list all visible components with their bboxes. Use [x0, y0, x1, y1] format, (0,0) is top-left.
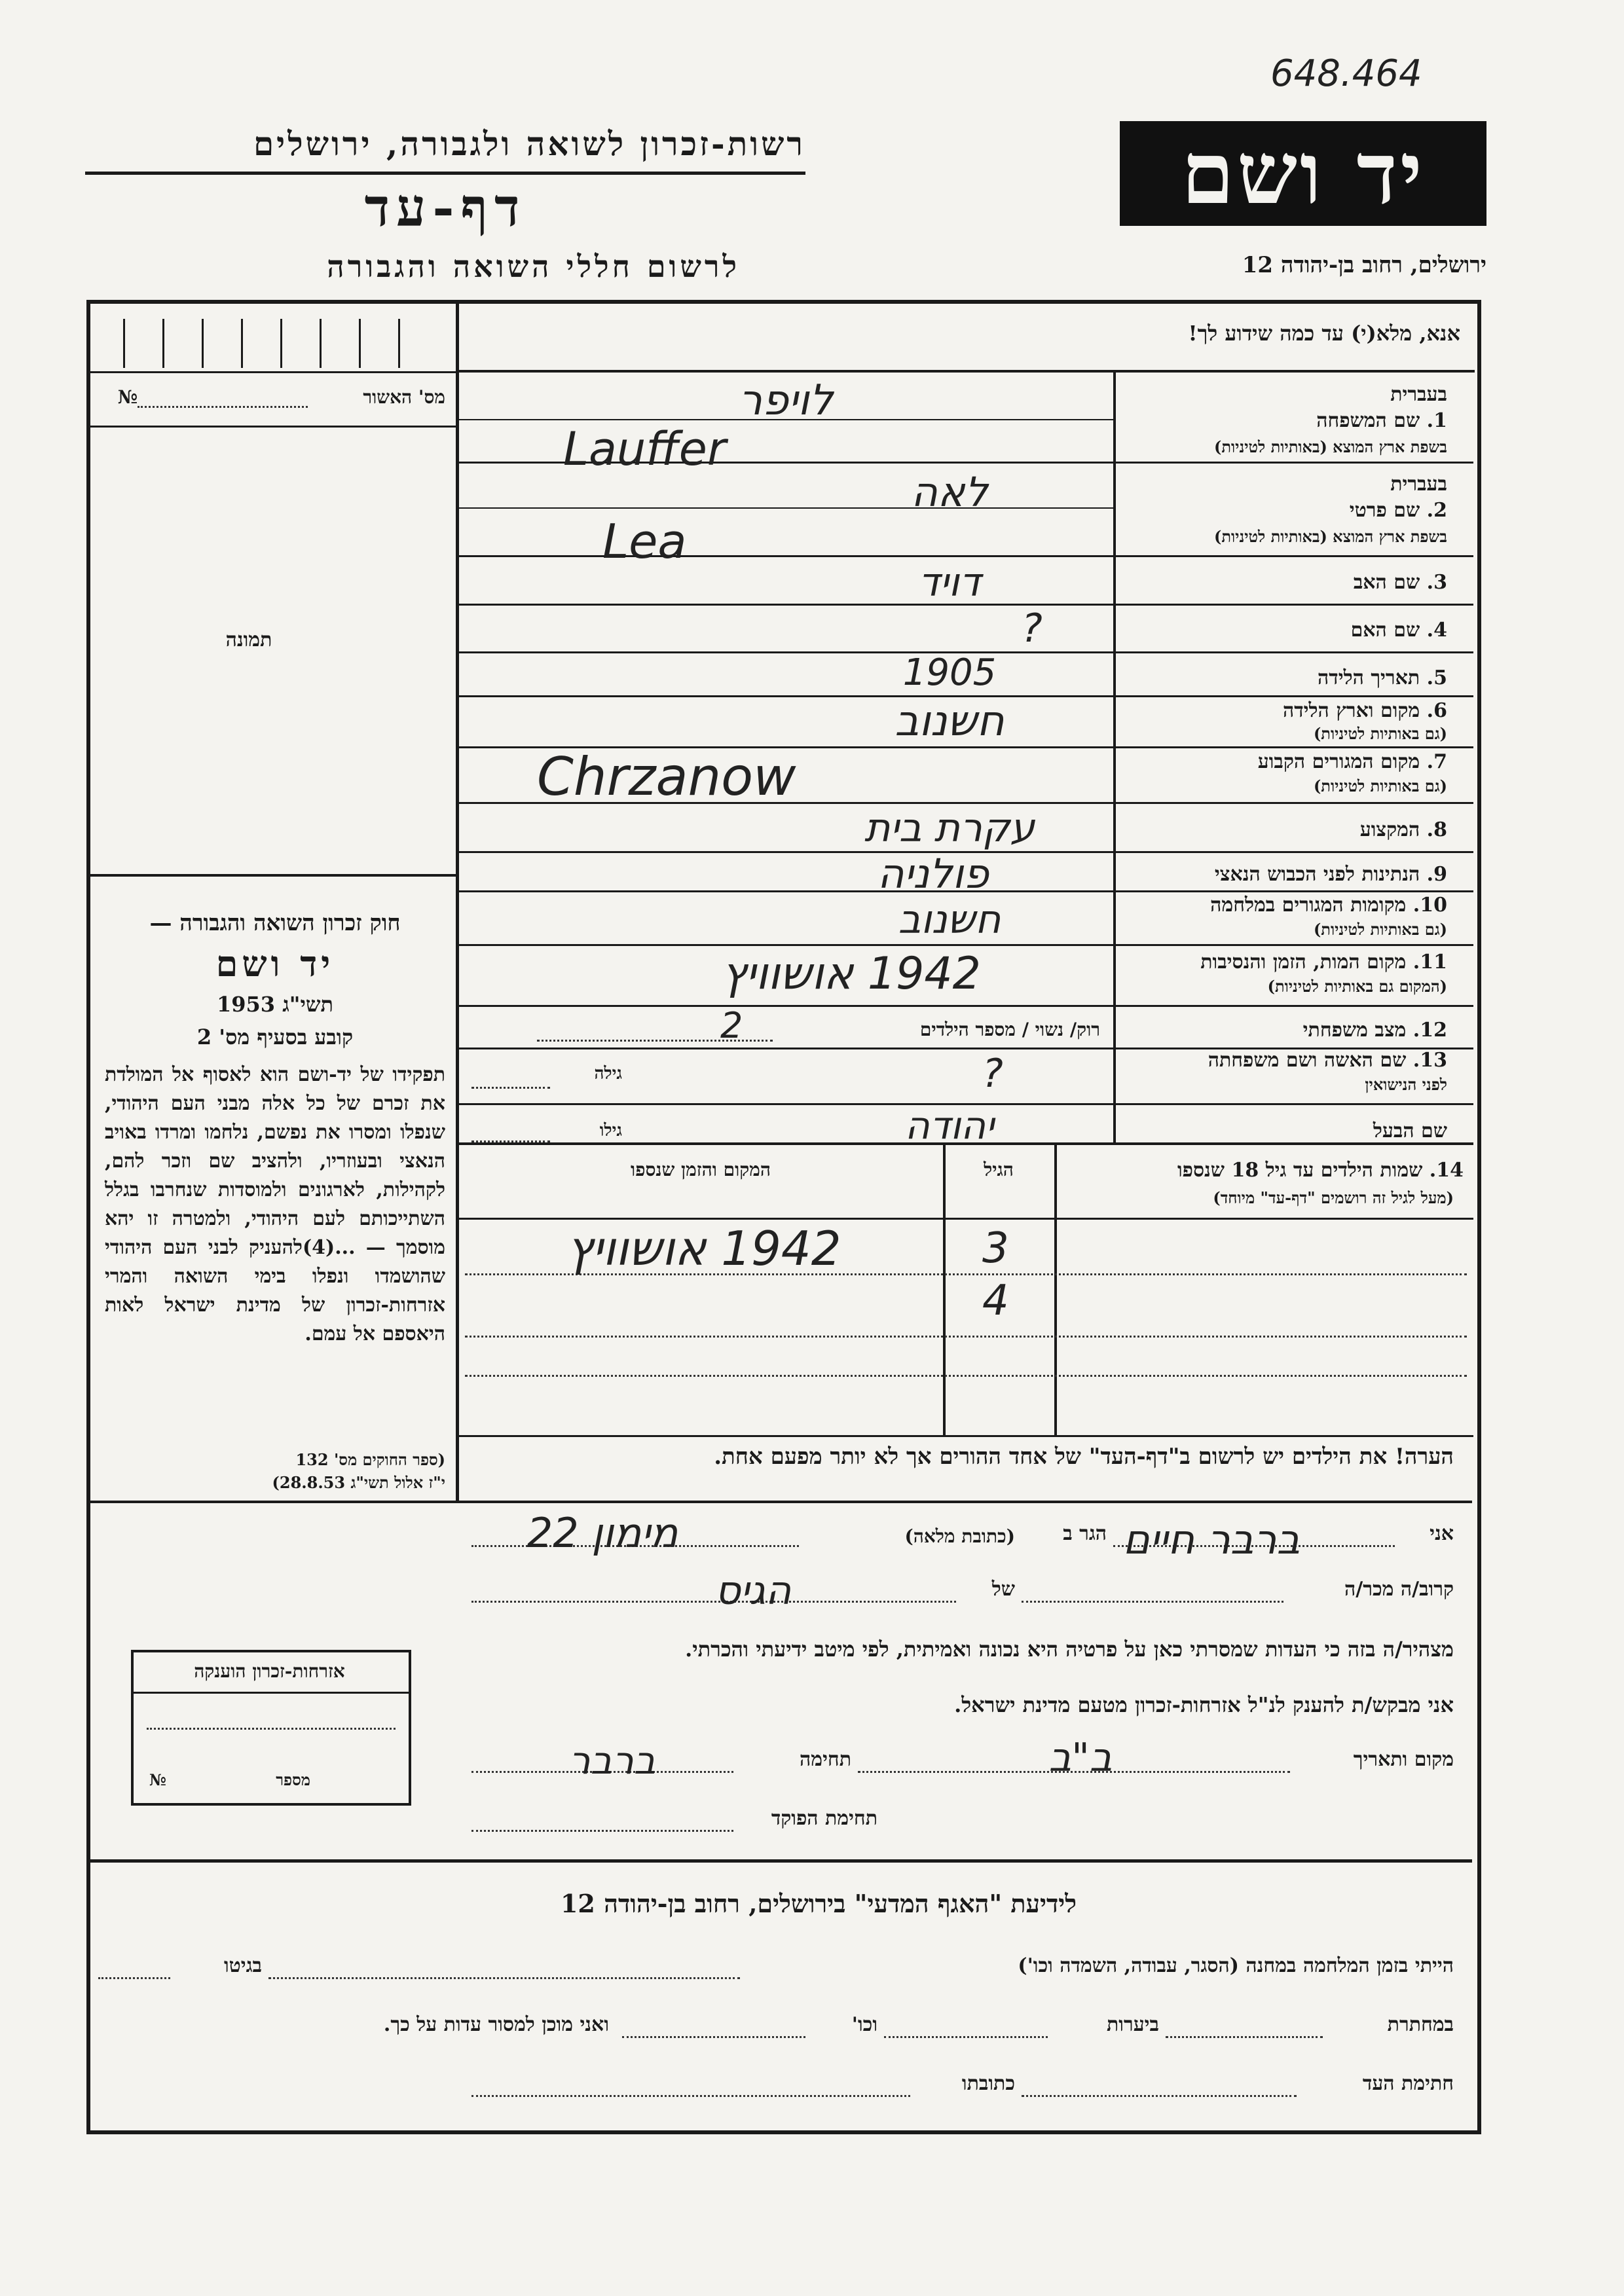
bottom-line2-b: ביערות [1106, 2013, 1159, 2036]
field-9-text: הנתינות לפני הכבוש הנאצי [1214, 863, 1420, 886]
hw-surname-latin: Lauffer [563, 422, 726, 476]
law-text: תפקידו של יד-ושם הוא לאסוף אל המולדת את זכרם של כל אלה מבני העם היהודי, שנפלו ומסרו את נפשם, נלחמו ומרדו באויב הנאצי ובעוזריו, ולהציב שם וזכר להם, לקהילות, לארגונים ולמוסדות שנחרבו בגלל השתייכותם לעם היהודי, ולמטרה זו יהא מוסמך — ...(4)להעניק לבני העם היהודי שהושמדו ונפלו בימי השואה והמרי אזרחות-זכרון של מדינת ישראל לאות היאספם אל עמם. [105, 1063, 445, 1345]
field-13-text: שם האשה ושם משפחתה [1208, 1049, 1407, 1072]
field-11-num: 11. [1412, 951, 1447, 974]
declarant-resides: הגר ב [1063, 1522, 1107, 1545]
field-13-num: 13. [1412, 1049, 1447, 1072]
law-clause: קובע בסעיף מס' 2 [196, 1025, 354, 1049]
field-10-label [1126, 894, 1447, 917]
field-10-text: מקומות המגורים במלחמה [1210, 894, 1407, 917]
hw-husband-name: יהודה [904, 1103, 995, 1148]
children-label: 14. שמות הילדים עד גיל 18 שנספו [1177, 1159, 1464, 1182]
wife-age-label: גילה [594, 1064, 622, 1084]
field-11-text: מקום המות, הזמן והנסיבות [1200, 951, 1407, 974]
yad-vashem-logo [1120, 121, 1486, 226]
request-text: אני מבקש/ת להענק לנ"ל אזרחות-זכרון מטעם מדינת ישראל. [954, 1692, 1454, 1717]
field-10-sub: (גם באותיות לטיניות) [1313, 920, 1447, 939]
law-source-1: (ספר החוקים מס' 132 [295, 1450, 445, 1469]
field-3-text: שם האב [1353, 571, 1420, 594]
photo-label: תמונה [225, 629, 272, 651]
field-11-sub: (המקום גם באותיות לטיניות) [1267, 977, 1447, 996]
field-9-label [1126, 863, 1447, 886]
field-5-label [1126, 666, 1447, 689]
field-13-sub: לפני הנישואין [1365, 1075, 1447, 1094]
field-1-num: 1. [1426, 409, 1447, 432]
hebrew-tag-2: בעברית [1390, 473, 1447, 496]
field-3-num: 3. [1426, 571, 1447, 594]
law-name: יד ושם [215, 943, 335, 985]
hw-child-place: 1942 אושוויץ [566, 1221, 841, 1276]
citizenship-number-label: מספר [276, 1770, 310, 1789]
hw-wartime: חשנוב [898, 897, 1001, 943]
hw-declarant-name: ברבר חיים [1122, 1516, 1301, 1563]
instruction: אנא, מלא(י) עד כמה שידוע לך! [1188, 321, 1460, 346]
field-5-text: תאריך הלידה [1318, 666, 1420, 689]
logo-text: יד ושם [1181, 123, 1426, 223]
col-age-header: הגיל [984, 1159, 1014, 1180]
archive-number: 648.464 [1270, 52, 1422, 95]
hw-occupation: עקרת בית [864, 805, 1035, 851]
form-subtitle: לרשום חללי השואה והגבורה [327, 249, 740, 284]
bottom-line3-a: חתימת העד [1362, 2072, 1454, 2095]
hw-relation: הגיס [714, 1568, 792, 1614]
bottom-line3-b: כתובתו [961, 2072, 1015, 2095]
hw-signature: ברבר [568, 1738, 656, 1783]
bottom-line2-c: וכו' [851, 2013, 877, 2036]
hw-mother: ? [1022, 606, 1043, 651]
field-2-sub: בשפת ארץ המוצא (באותיות לטיניות) [1214, 527, 1447, 546]
id-box [90, 302, 456, 371]
hw-surname-hebrew: לויפר [738, 376, 834, 425]
declarant-i: אני [1430, 1522, 1454, 1545]
approval-number-label: מס' האשור [363, 386, 445, 408]
hw-residence: Chrzanow [537, 746, 796, 807]
husband-age-label: גילו [599, 1121, 622, 1140]
form-title: דף-עד [364, 177, 526, 238]
hw-father: דויד [918, 560, 981, 606]
hw-nationality: פולניה [877, 850, 989, 898]
field-7-label [1126, 750, 1447, 773]
hebrew-tag-1: בעברית [1390, 383, 1447, 406]
hw-first-latin: Lea [602, 514, 687, 569]
declarant-relative: קרוב/ה מכר/ה [1344, 1578, 1454, 1601]
hw-death: 1942 אושוויץ [722, 948, 981, 1000]
field-3-label [1126, 571, 1447, 594]
field-6-sub: (גם באותיות לטיניות) [1313, 724, 1447, 743]
bottom-line2-d: ואני מוכן למסור עדות על כך. [383, 2013, 609, 2036]
hw-declarant-address: מימון 22 [526, 1509, 678, 1557]
field-2-num: 2. [1426, 499, 1447, 522]
law-source-2: י"ז אלול תשי"ג 28.8.53) [272, 1473, 445, 1492]
field-8-label [1126, 818, 1447, 841]
field-6-label [1126, 699, 1447, 722]
signature-label: תחימה [800, 1748, 851, 1771]
field-6-num: 6. [1426, 699, 1447, 722]
law-year: תשי"ג 1953 [217, 992, 333, 1017]
field-11-label [1126, 951, 1447, 974]
hw-first-hebrew: לאה [911, 468, 988, 516]
citizenship-no-sign: № [149, 1770, 166, 1789]
marital-options: רוק/ נשוי / מספר הילדים [919, 1019, 1100, 1040]
hw-place: ב"ב [1048, 1735, 1113, 1781]
bottom-line1-b: בגיטו [223, 1954, 262, 1977]
field-8-text: המקצוע [1359, 818, 1420, 841]
hw-birthplace: חשנוב [895, 697, 1005, 746]
field-4-label [1126, 619, 1447, 642]
husband-label: שם הבעל [1373, 1120, 1447, 1142]
field-4-text: שם האם [1350, 619, 1420, 642]
approval-no-sign: № [117, 386, 138, 408]
hw-children-count: 2 [720, 1005, 743, 1046]
field-1-label [1126, 409, 1447, 432]
hw-spouse: ? [982, 1051, 1003, 1097]
note: הערה! את הילדים יש לרשום ב"דף-העד" של אחד ההורים אך לא יותר מפעם אחת. [714, 1444, 1454, 1470]
field-7-text: מקום המגורים הקבוע [1257, 750, 1420, 773]
hw-child-age-1: 3 [982, 1224, 1009, 1273]
hw-child-age-2: 4 [982, 1277, 1009, 1325]
declarant-of: של [991, 1578, 1015, 1601]
field-12-text: מצב משפחתי [1302, 1019, 1407, 1042]
col-place-header: המקום והזמן שנספו [631, 1159, 771, 1180]
field-1-sub: בשפת ארץ המוצא (באותיות לטיניות) [1214, 437, 1447, 456]
field-2-text: שם פרטי [1349, 499, 1420, 522]
hw-birthdate: 1905 [902, 651, 997, 694]
org-name: רשות-זכרון לשואה ולגבורה, ירושלים [253, 124, 805, 163]
citizenship-box [131, 1650, 411, 1806]
field-7-num: 7. [1426, 750, 1447, 773]
field-10-num: 10. [1412, 894, 1447, 917]
official-signature-label: תחימת הפוקד [771, 1807, 877, 1830]
field-7-sub: (גם באותיות לטיניות) [1313, 776, 1447, 795]
children-sub: (מעל לגיל זה רושמים "דף-עד" מיוחד) [1213, 1188, 1454, 1207]
field-1-text: שם המשפחה [1316, 409, 1420, 432]
bottom-title: לידיעת "האגף המדעי" בירושלים, רחוב בן-יהודה 12 [560, 1889, 1077, 1918]
field-6-text: מקום וארץ הלידה [1282, 699, 1420, 722]
field-4-num: 4. [1426, 619, 1447, 642]
law-title: חוק זכרון השואה והגבורה — [149, 910, 401, 936]
field-2-label [1126, 499, 1447, 522]
field-8-num: 8. [1426, 818, 1447, 841]
address: ירושלים, רחוב בן-יהודה 12 [1242, 252, 1486, 278]
field-5-num: 5. [1426, 666, 1447, 689]
declaration-text: מצהיר/ה בזה כי העדות שמסרתי כאן על פרטיה היא נכונה ואמיתית, לפי מיטב ידיעתי והכרתי. [685, 1637, 1454, 1662]
field-12-num: 12. [1412, 1019, 1447, 1042]
place-date-label: מקום ותאריך [1353, 1748, 1454, 1771]
field-13-label [1126, 1049, 1447, 1072]
citizenship-title: אזרחות-זכרון הוענקה [194, 1660, 345, 1682]
field-12-label [1126, 1019, 1447, 1042]
bottom-line2-a: במחתרת [1387, 2013, 1454, 2036]
field-9-num: 9. [1426, 863, 1447, 886]
bottom-line1-a: הייתי בזמן המלחמה במחנה (הסגר, עבודה, השמדה וכו') [1018, 1954, 1454, 1977]
declarant-full-address: (כתובת מלאה) [904, 1525, 1015, 1547]
